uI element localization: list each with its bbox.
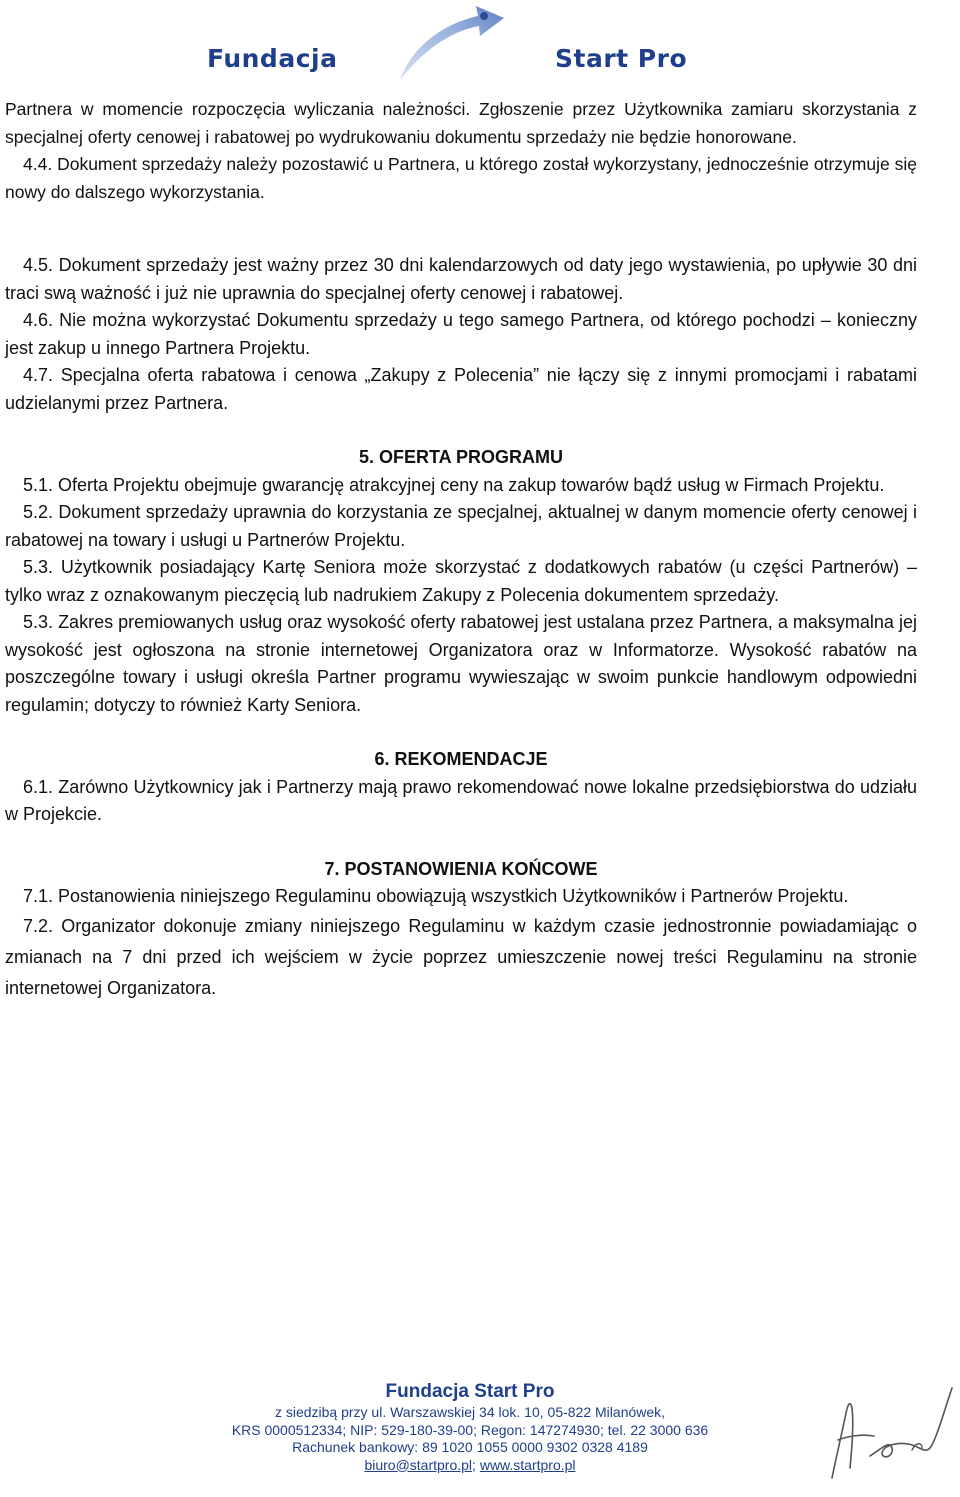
- footer-separator: ;: [472, 1456, 476, 1473]
- swoosh-arrow-icon: [392, 2, 512, 84]
- paragraph-5-2: 5.2. Dokument sprzedaży uprawnia do korzystania ze specjalnej, aktualnej w danym momencie oferty cenowej i rabatowej na towary i usługi u Partnerów Projektu.: [5, 502, 917, 550]
- brand-start-pro: Start Pro: [555, 44, 688, 73]
- paragraph-4-6: 4.6. Nie można wykorzystać Dokumentu sprzedaży u tego samego Partnera, od którego pochodzi – konieczny jest zakup u innego Partnera Projektu.: [5, 310, 917, 358]
- signature-image: [812, 1378, 960, 1493]
- paragraph-4-4: 4.4. Dokument sprzedaży należy pozostawić u Partnera, u którego został wykorzystany, jednocześnie otrzymuje się nowy do dalszego wykorzystania.: [5, 154, 917, 202]
- heading-rekomendacje: 6. REKOMENDACJE: [374, 749, 548, 769]
- footer-contact: [200, 1457, 740, 1475]
- page-header: [0, 0, 960, 90]
- document-body: [0, 96, 960, 1096]
- section-4-continued: [5, 96, 917, 206]
- paragraph-6-1: 6.1. Zarówno Użytkownicy jak i Partnerzy mają prawo rekomendować nowe lokalne przedsiębiorstwa do udziału w Projekcie.: [5, 776, 917, 824]
- paragraph-5-1: 5.1. Oferta Projektu obejmuje gwarancję atrakcyjnej ceny na zakup towarów bądź usług w Firmach Projektu.: [23, 474, 885, 495]
- paragraph-4-7: 4.7. Specjalna oferta rabatowa i cenowa „Zakupy z Polecenia” nie łączy się z innymi promocjami i rabatami udzielanymi przez Partnera.: [5, 365, 917, 413]
- website-link[interactable]: www.startpro.pl: [479, 1456, 576, 1473]
- paragraph-7-2: 7.2. Organizator dokonuje zmiany niniejszego Regulaminu w każdym czasie jednostronnie powiadamiając o zmianach na 7 dni przed ich wejściem w życie poprzez umieszczenie nowej treści Regulaminu na stronie internetowej Organizatora.: [5, 915, 917, 998]
- heading-oferta-programu: 5. OFERTA PROGRAMU: [358, 447, 563, 467]
- paragraph-5-3a: 5.3. Użytkownik posiadający Kartę Seniora może skorzystać z dodatkowych rabatów (u części Partnerów) – tylko wraz z oznakowanym pieczęcią lub nadrukiem Zakupy z Polecenia dokumentem sprzedaży.: [5, 557, 917, 605]
- page-footer: [200, 1380, 740, 1474]
- paragraph-7-1: 7.1. Postanowienia niniejszego Regulaminu obowiązują wszystkich Użytkowników i Partnerów Projektu.: [23, 886, 849, 906]
- footer-org-name: Fundacja Start Pro: [385, 1381, 555, 1402]
- footer-bank-account: Rachunek bankowy: 89 1020 1055 0000 9302 0328 4189: [292, 1439, 648, 1455]
- paragraph-5-3b: 5.3. Zakres premiowanych usług oraz wysokość oferty rabatowej jest ustalana przez Partnera, a maksymalna jej wysokość jest ogłoszona na stronie internetowej Organizatora oraz w Informatorze. Wysokość rabatów na poszczególne towary i usługi określa Partner programu wywieszając w swoim punkcie handlowym odpowiedni regulamin; dotyczy to również Karty Seniora.: [5, 612, 917, 715]
- email-link[interactable]: biuro@startpro.pl: [364, 1456, 473, 1473]
- document-sections: [5, 252, 917, 1004]
- brand-fundacja: Fundacja: [207, 44, 338, 73]
- paragraph-4-5: 4.5. Dokument sprzedaży jest ważny przez 30 dni kalendarzowych od daty jego wystawienia, po upływie 30 dni traci swą ważność i już nie uprawnia do specjalnej oferty cenowej i rabatowej.: [5, 255, 917, 303]
- footer-registry: KRS 0000512334; NIP: 529-180-39-00; Regon: 147274930; tel. 22 3000 636: [231, 1421, 709, 1438]
- footer-address: z siedzibą przy ul. Warszawskiej 34 lok. 10, 05-822 Milanówek,: [274, 1404, 666, 1420]
- paragraph: Partnera w momencie rozpoczęcia wyliczania należności. Zgłoszenie przez Użytkownika zamiaru skorzystania z specjalnej oferty cenowej i rabatowej po wydrukowaniu dokumentu sprzedaży nie będzie honorowane.: [5, 99, 917, 147]
- heading-postanowienia-koncowe: 7. POSTANOWIENIA KOŃCOWE: [324, 858, 598, 879]
